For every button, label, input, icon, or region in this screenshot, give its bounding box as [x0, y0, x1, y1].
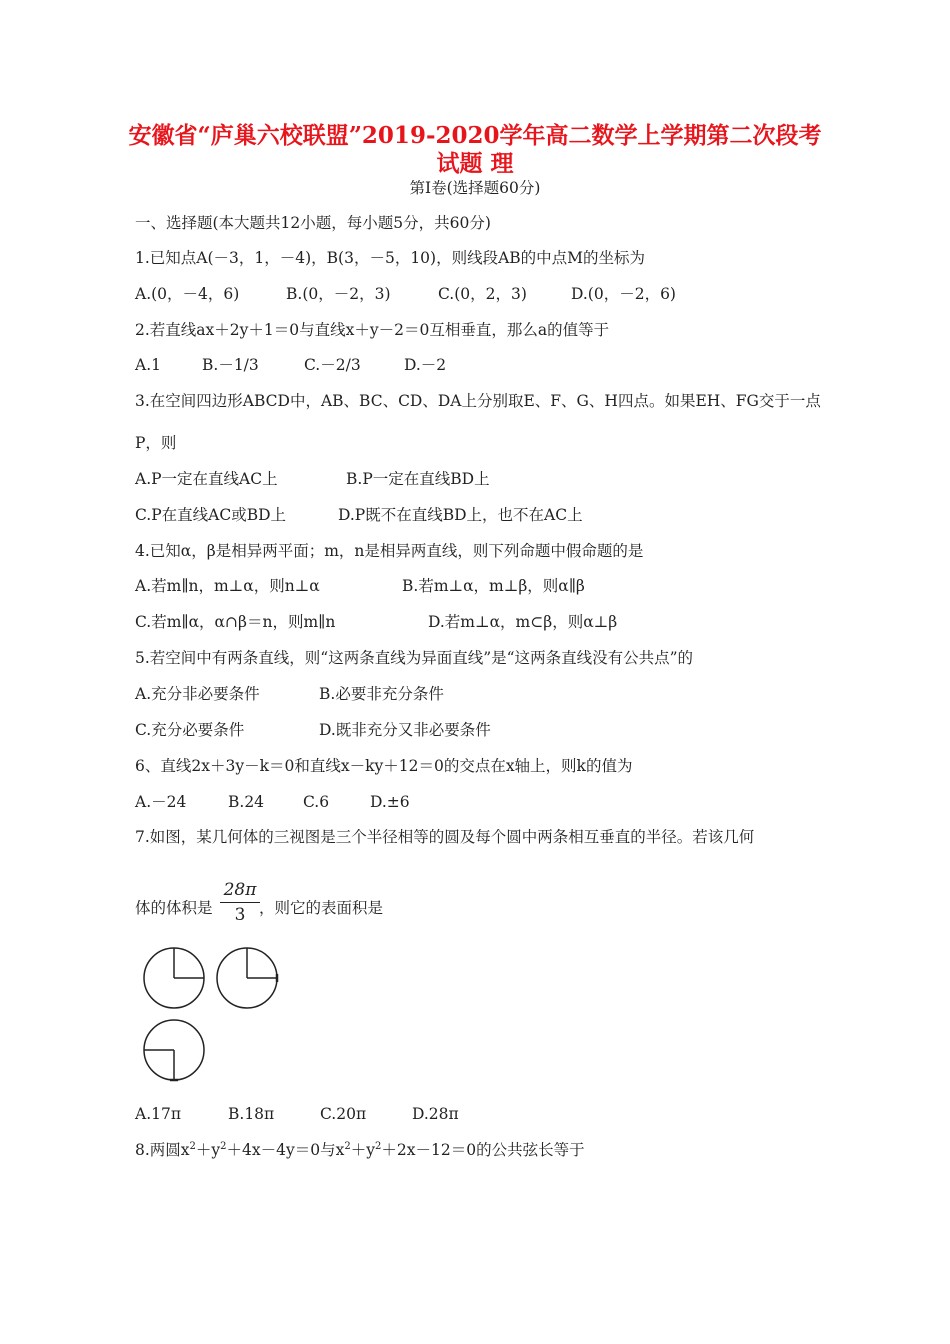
- front-view-circle: [144, 948, 204, 1008]
- q3-stem: 3.在空间四边形ABCD中，AB、BC、CD、DA上分别取E、F、G、H四点。如果EH、FG交于一点: [135, 392, 821, 410]
- q1-option-d: D.(0，－2，6): [571, 285, 676, 303]
- q7-option-c: C.20π: [320, 1105, 367, 1123]
- q7-option-d: D.28π: [412, 1105, 459, 1123]
- q1-stem: 1.已知点A(－3，1，－4)，B(3，－5，10)，则线段AB的中点M的坐标为: [135, 249, 646, 267]
- q8-stem-part-d: ＋y: [350, 1141, 376, 1159]
- q7-option-a: A.17π: [135, 1105, 182, 1123]
- q6-option-c: C.6: [303, 793, 330, 811]
- q3-stem-cont: P，则: [135, 434, 177, 452]
- fraction-numerator: 28π: [223, 880, 257, 900]
- q2-option-c: C.－2/3: [304, 356, 361, 374]
- q7-stem: 7.如图，某几何体的三视图是三个半径相等的圆及每个圆中两条相互垂直的半径。若该几何: [135, 828, 755, 846]
- q5-option-b: B.必要非充分条件: [319, 685, 444, 703]
- q5-stem: 5.若空间中有两条直线，则“这两条直线为异面直线”是“这两条直线没有公共点”的: [135, 649, 693, 667]
- q4-option-a: A.若m∥n，m⊥α，则n⊥α: [135, 577, 320, 595]
- q4-stem: 4.已知α，β是相异两平面；m，n是相异两直线，则下列命题中假命题的是: [135, 542, 644, 560]
- q7-stem-before-fraction: 体的体积是: [135, 899, 213, 917]
- three-view-figure: [140, 944, 285, 1084]
- q8-stem-part-c: ＋4x－4y＝0与x: [226, 1141, 345, 1159]
- q4-option-d: D.若m⊥α，m⊂β，则α⊥β: [428, 613, 618, 631]
- q7-stem-after-fraction: ，则它的表面积是: [259, 899, 384, 917]
- section-header: 第Ⅰ卷(选择题60分): [409, 179, 541, 197]
- q6-option-b: B.24: [228, 793, 265, 811]
- q3-option-a: A.P一定在直线AC上: [135, 470, 278, 488]
- fraction-bar: [220, 902, 260, 903]
- q3-option-d: D.P既不在直线BD上，也不在AC上: [338, 506, 583, 524]
- q7-volume-fraction: [220, 880, 260, 925]
- fraction-denominator: 3: [234, 905, 246, 925]
- q2-option-a: A.1: [135, 356, 161, 374]
- q1-option-b: B.(0，－2，3): [286, 285, 391, 303]
- q2-option-b: B.－1/3: [202, 356, 259, 374]
- q2-option-d: D.－2: [404, 356, 447, 374]
- q5-option-a: A.充分非必要条件: [135, 685, 260, 703]
- exam-title-line1: 安徽省“庐巢六校联盟”2019-2020学年高二数学上学期第二次段考: [128, 122, 822, 149]
- q6-option-d: D.±6: [370, 793, 410, 811]
- q5-option-d: D.既非充分又非必要条件: [319, 721, 491, 739]
- q6-stem: 6、直线2x＋3y－k＝0和直线x－ky＋12＝0的交点在x轴上，则k的值为: [135, 757, 633, 775]
- part-one-heading: 一、选择题(本大题共12小题，每小题5分，共60分): [135, 214, 491, 232]
- q8-sup-1: 2: [189, 1140, 196, 1152]
- q4-option-b: B.若m⊥α，m⊥β，则α∥β: [402, 577, 585, 595]
- q1-option-c: C.(0，2，3): [438, 285, 527, 303]
- q3-option-c: C.P在直线AC或BD上: [135, 506, 287, 524]
- exam-title-line2: 试题 理: [436, 150, 514, 177]
- q8-stem-part-a: 8.两圆x: [135, 1141, 190, 1159]
- q3-option-b: B.P一定在直线BD上: [346, 470, 490, 488]
- top-view-circle: [144, 1020, 204, 1080]
- q7-option-b: B.18π: [228, 1105, 275, 1123]
- q8-sup-3: 2: [344, 1140, 351, 1152]
- q8-stem-part-e: ＋2x－12＝0的公共弦长等于: [381, 1141, 585, 1159]
- q2-stem: 2.若直线ax＋2y＋1＝0与直线x＋y－2＝0互相垂直，那么a的值等于: [135, 321, 610, 339]
- q5-option-c: C.充分必要条件: [135, 721, 245, 739]
- q8-stem-part-b: ＋y: [195, 1141, 221, 1159]
- q8-stem: [135, 1140, 585, 1160]
- q8-sup-4: 2: [375, 1140, 382, 1152]
- side-view-circle: [217, 948, 277, 1008]
- q4-option-c: C.若m∥α，α∩β＝n，则m∥n: [135, 613, 336, 631]
- q8-sup-2: 2: [220, 1140, 227, 1152]
- q6-option-a: A.－24: [135, 793, 187, 811]
- q1-option-a: A.(0，－4，6): [135, 285, 240, 303]
